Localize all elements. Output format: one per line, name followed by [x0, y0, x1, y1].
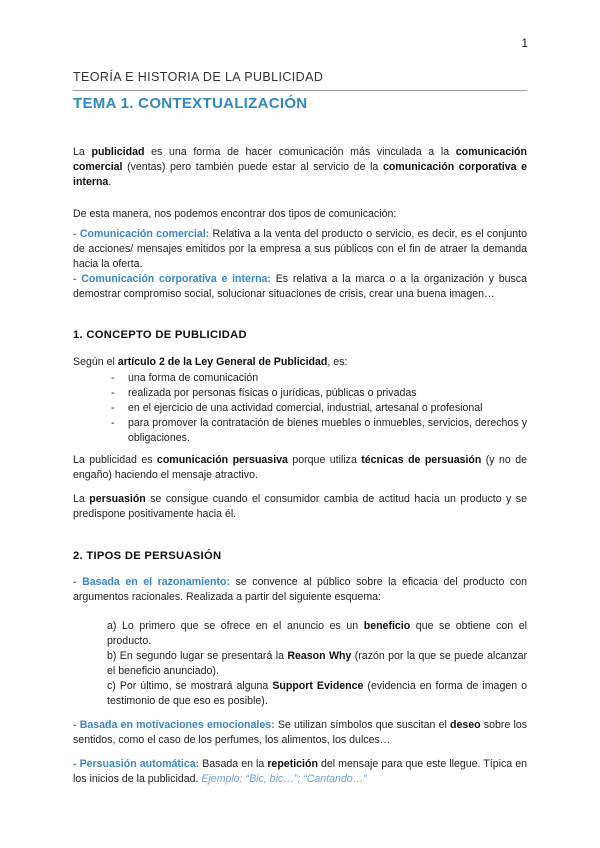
ley-definition-list	[73, 371, 527, 446]
text-run: se consigue cuando el consumidor cambia de actitud hacia un producto y se predispone positivamente hacia él.	[73, 493, 527, 520]
corporativa-definition	[73, 272, 527, 302]
bold-term: beneficio	[363, 620, 411, 632]
bold-term: deseo	[450, 719, 481, 731]
term-label: - Comunicación comercial:	[73, 228, 210, 240]
esquema-item-a	[107, 619, 527, 649]
bold-term: técnicas de persuasión	[361, 454, 482, 466]
text-run: c) Por último, se mostrará alguna	[107, 680, 273, 692]
term-label: - Persuasión automática:	[73, 758, 200, 770]
bold-term: publicidad	[91, 146, 145, 158]
list-item: - realizada por personas físicas o jurídicas, públicas o privadas	[111, 386, 527, 401]
text-run: se convence al público sobre la eficacia del producto con argumentos racionales. Realizada a partir del siguiente esquema:	[73, 576, 527, 603]
list-item: - en el ejercicio de una actividad comercial, industrial, artesanal o profesional	[111, 401, 527, 416]
text-run: (ventas) pero también puede estar al servicio de la	[122, 161, 383, 173]
bold-term: comunicación comercial	[73, 146, 527, 173]
text-run: (razón por la que se puede alcanzar el beneficio anunciado).	[107, 650, 527, 677]
intro-types-lead: De esta manera, nos podemos encontrar dos tipos de comunicación:	[73, 208, 397, 220]
header-divider	[73, 90, 527, 91]
esquema-item-c	[107, 679, 527, 709]
text-run: Es relativa a la marca o a la organización y busca demostrar compromiso social, solucionar situaciones de crisis, crear una buena imagen…	[73, 273, 527, 300]
course-title: TEORÍA E HISTORIA DE LA PUBLICIDAD	[73, 70, 324, 84]
list-item: - para promover la contratación de bienes muebles o inmuebles, servicios, derechos y obligaciones.	[111, 416, 527, 446]
bold-term: comunicación corporativa e interna	[73, 161, 527, 188]
section-1-heading: 1. CONCEPTO DE PUBLICIDAD	[73, 329, 247, 341]
text-run: a) Lo primero que se ofrece en el anuncio es un	[107, 620, 364, 632]
esquema-item-b	[107, 649, 527, 679]
text-run: porque utiliza	[287, 454, 362, 466]
page-title: TEMA 1. CONTEXTUALIZACIÓN	[73, 95, 308, 112]
ley-lead	[73, 355, 527, 370]
page-number: 1	[521, 36, 528, 50]
intro-paragraph	[73, 145, 527, 190]
text-run: es una forma de hacer comunicación más vinculada a la	[144, 146, 456, 158]
term-label: - Basada en motivaciones emocionales:	[73, 719, 275, 731]
text-run: (evidencia en forma de imagen o testimonio de que eso es posible).	[107, 680, 528, 707]
list-item: - una forma de comunicación	[111, 371, 527, 386]
text-run: sobre los sentidos, como el caso de los perfumes, los alimentos, los dulces…	[73, 719, 528, 746]
text-run: Según el	[73, 356, 118, 368]
bold-term: comunicación persuasiva	[156, 454, 288, 466]
text-run: Basada en la	[199, 758, 268, 770]
bold-term: persuasión	[89, 493, 146, 505]
text-run: .	[108, 176, 112, 188]
esquema-block	[73, 619, 527, 709]
term-label: - Comunicación corporativa e interna:	[73, 273, 271, 285]
emocionales-paragraph	[73, 718, 527, 748]
section-2-heading: 2. TIPOS DE PERSUASIÓN	[73, 550, 222, 562]
razonamiento-paragraph	[73, 575, 527, 605]
text-run: , es:	[327, 356, 348, 368]
text-run: Relativa a la venta del producto o servicio, es decir, es el conjunto de acciones/ mensajes emitidos por la empresa a sus públicos con el fin de atraer la demanda hacia la oferta.	[73, 228, 527, 270]
comercial-definition	[73, 227, 527, 272]
bold-term: Support Evidence	[272, 680, 364, 692]
term-label: - Basada en el razonamiento:	[73, 576, 231, 588]
bold-term: repetición	[267, 758, 318, 770]
text-run: La publicidad es	[73, 454, 157, 466]
automatica-paragraph	[73, 757, 527, 787]
text-run: La	[73, 493, 90, 505]
persuasiva-paragraph	[73, 453, 527, 483]
text-run: del mensaje para que este llegue. Típica en los inicios de la publicidad.	[73, 758, 528, 785]
text-run: que se obtiene con el producto.	[107, 620, 527, 647]
example-text: Ejemplo: “Bic, bic…”; “Cantando…”	[201, 773, 367, 785]
text-run: La	[73, 146, 92, 158]
bold-term: artículo 2 de la Ley General de Publicidad	[117, 356, 328, 368]
bold-term: Reason Why	[287, 650, 352, 662]
text-run: (y no de engaño) haciendo el mensaje atractivo.	[73, 454, 527, 481]
persuasion-paragraph	[73, 492, 527, 522]
text-run: Se utilizan símbolos que suscitan el	[274, 719, 450, 731]
text-run: b) En segundo lugar se presentará la	[107, 650, 288, 662]
document-body	[73, 145, 527, 787]
